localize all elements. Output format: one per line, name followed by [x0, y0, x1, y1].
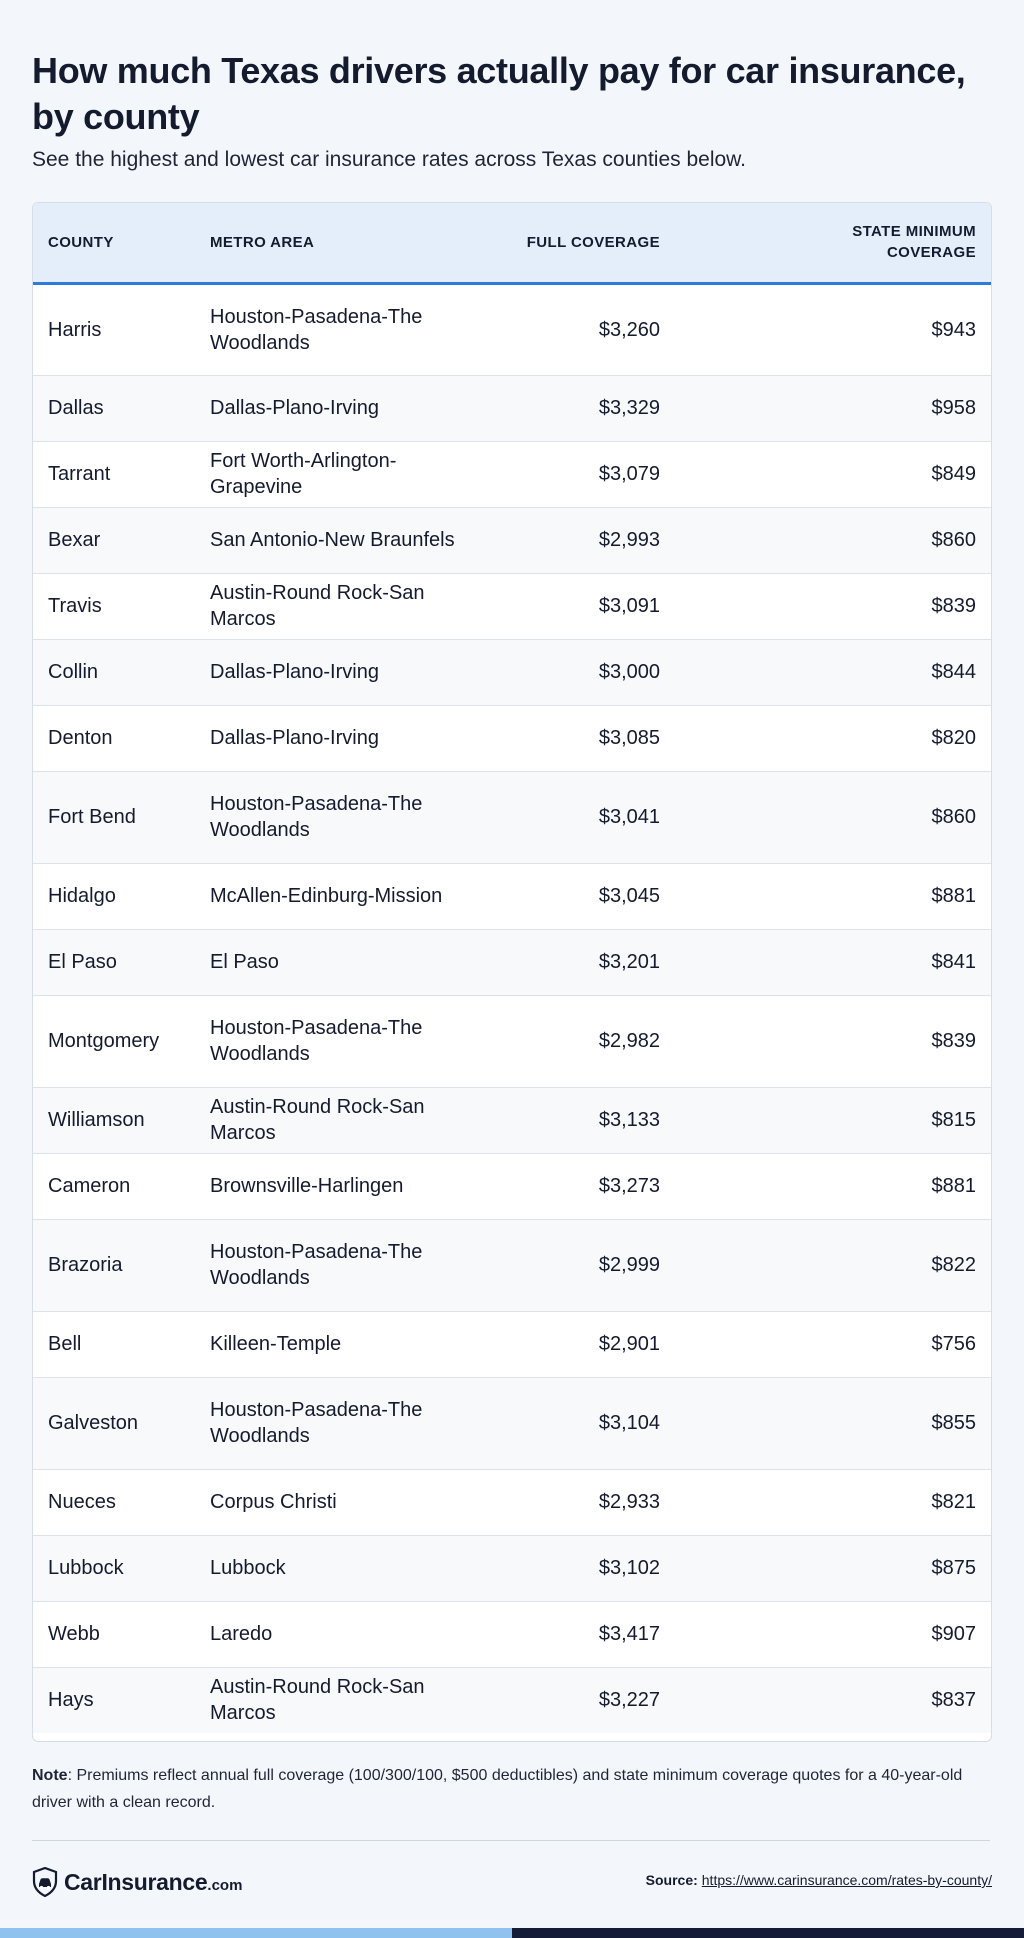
cell-state-minimum: $837 [675, 1667, 991, 1733]
cell-full-coverage: $3,273 [495, 1153, 675, 1219]
cell-county: El Paso [33, 929, 195, 995]
cell-county: Dallas [33, 375, 195, 441]
cell-county: Lubbock [33, 1535, 195, 1601]
cell-county: Brazoria [33, 1219, 195, 1311]
cell-county: Fort Bend [33, 771, 195, 863]
cell-state-minimum: $881 [675, 863, 991, 929]
cell-state-minimum: $881 [675, 1153, 991, 1219]
page-subtitle: See the highest and lowest car insurance rates across Texas counties below. [32, 148, 747, 171]
cell-metro-area: San Antonio-New Braunfels [195, 507, 495, 573]
source-citation [646, 1872, 992, 1888]
brand-logo [32, 1866, 242, 1898]
table-row [33, 995, 991, 1087]
cell-full-coverage: $3,102 [495, 1535, 675, 1601]
cell-state-minimum: $907 [675, 1601, 991, 1667]
cell-state-minimum: $844 [675, 639, 991, 705]
cell-metro-area: Dallas-Plano-Irving [195, 639, 495, 705]
table-row [33, 1377, 991, 1469]
cell-state-minimum: $849 [675, 441, 991, 507]
table-row [33, 1667, 991, 1733]
cell-metro-area: Corpus Christi [195, 1469, 495, 1535]
cell-state-minimum: $820 [675, 705, 991, 771]
cell-metro-area: Houston-Pasadena-The Woodlands [195, 1219, 495, 1311]
cell-county: Hidalgo [33, 863, 195, 929]
rates-table [33, 203, 991, 1733]
cell-metro-area: Fort Worth-Arlington-Grapevine [195, 441, 495, 507]
cell-full-coverage: $3,329 [495, 375, 675, 441]
cell-metro-area: Dallas-Plano-Irving [195, 375, 495, 441]
cell-metro-area: Austin-Round Rock-San Marcos [195, 1667, 495, 1733]
cell-full-coverage: $3,133 [495, 1087, 675, 1153]
cell-county: Cameron [33, 1153, 195, 1219]
table-row [33, 573, 991, 639]
cell-county: Tarrant [33, 441, 195, 507]
cell-county: Williamson [33, 1087, 195, 1153]
table-row [33, 441, 991, 507]
cell-full-coverage: $3,091 [495, 573, 675, 639]
cell-metro-area: Dallas-Plano-Irving [195, 705, 495, 771]
table-row [33, 863, 991, 929]
cell-full-coverage: $3,201 [495, 929, 675, 995]
cell-county: Bexar [33, 507, 195, 573]
cell-state-minimum: $822 [675, 1219, 991, 1311]
cell-metro-area: Houston-Pasadena-The Woodlands [195, 995, 495, 1087]
cell-full-coverage: $3,000 [495, 639, 675, 705]
cell-full-coverage: $3,417 [495, 1601, 675, 1667]
cell-full-coverage: $2,982 [495, 995, 675, 1087]
footnote-label: Note [32, 1767, 68, 1784]
cell-full-coverage: $2,999 [495, 1219, 675, 1311]
cell-county: Denton [33, 705, 195, 771]
shield-car-icon [32, 1867, 58, 1897]
table-row [33, 1469, 991, 1535]
cell-state-minimum: $860 [675, 507, 991, 573]
cell-metro-area: Brownsville-Harlingen [195, 1153, 495, 1219]
table-row [33, 1219, 991, 1311]
header-county: COUNTY [48, 233, 114, 251]
cell-metro-area: El Paso [195, 929, 495, 995]
header-full-coverage: FULL COVERAGE [526, 233, 660, 251]
table-header-row [33, 203, 991, 283]
cell-county: Montgomery [33, 995, 195, 1087]
source-link[interactable]: https://www.carinsurance.com/rates-by-county/ [701, 1872, 992, 1888]
cell-metro-area: Houston-Pasadena-The Woodlands [195, 283, 495, 375]
cell-state-minimum: $756 [675, 1311, 991, 1377]
cell-state-minimum: $841 [675, 929, 991, 995]
source-label: Source: [645, 1872, 698, 1888]
table-row [33, 507, 991, 573]
cell-county: Nueces [33, 1469, 195, 1535]
header-state-minimum: STATE MINIMUM COVERAGE [852, 223, 976, 262]
cell-state-minimum: $839 [675, 573, 991, 639]
table-row [33, 705, 991, 771]
footnote-text: : Premiums reflect annual full coverage (100/300/100, $500 deductibles) and state minimum coverage quotes for a 40-year-old driver with a clean record. [32, 1767, 963, 1811]
cell-full-coverage: $2,933 [495, 1469, 675, 1535]
cell-state-minimum: $839 [675, 995, 991, 1087]
cell-full-coverage: $3,085 [495, 705, 675, 771]
cell-state-minimum: $815 [675, 1087, 991, 1153]
cell-full-coverage: $3,227 [495, 1667, 675, 1733]
table-row [33, 1153, 991, 1219]
cell-county: Travis [33, 573, 195, 639]
logo-wordmark: CarInsurance [64, 1868, 208, 1895]
rates-table-card [32, 202, 992, 1742]
table-row [33, 283, 991, 375]
cell-county: Webb [33, 1601, 195, 1667]
cell-metro-area: Houston-Pasadena-The Woodlands [195, 771, 495, 863]
cell-metro-area: Laredo [195, 1601, 495, 1667]
table-row [33, 1087, 991, 1153]
cell-metro-area: Houston-Pasadena-The Woodlands [195, 1377, 495, 1469]
table-row [33, 929, 991, 995]
table-row [33, 639, 991, 705]
cell-metro-area: Killeen-Temple [195, 1311, 495, 1377]
table-body [33, 283, 991, 1733]
cell-full-coverage: $3,041 [495, 771, 675, 863]
logo-suffix: .com [207, 1876, 243, 1894]
cell-metro-area: Austin-Round Rock-San Marcos [195, 1087, 495, 1153]
cell-county: Collin [33, 639, 195, 705]
cell-full-coverage: $3,260 [495, 283, 675, 375]
cell-state-minimum: $855 [675, 1377, 991, 1469]
cell-metro-area: McAllen-Edinburg-Mission [195, 863, 495, 929]
footer-bar-light [0, 1928, 512, 1938]
cell-county: Harris [33, 283, 195, 375]
page-title: How much Texas drivers actually pay for car insurance, by county [32, 50, 966, 137]
cell-county: Hays [33, 1667, 195, 1733]
footer-divider [32, 1840, 990, 1841]
cell-state-minimum: $958 [675, 375, 991, 441]
cell-metro-area: Lubbock [195, 1535, 495, 1601]
table-row [33, 1601, 991, 1667]
table-row [33, 1311, 991, 1377]
cell-state-minimum: $875 [675, 1535, 991, 1601]
footer-bar-dark [512, 1928, 1024, 1938]
cell-state-minimum: $943 [675, 283, 991, 375]
table-row [33, 375, 991, 441]
cell-state-minimum: $860 [675, 771, 991, 863]
table-row [33, 771, 991, 863]
cell-metro-area: Austin-Round Rock-San Marcos [195, 573, 495, 639]
cell-state-minimum: $821 [675, 1469, 991, 1535]
cell-full-coverage: $3,045 [495, 863, 675, 929]
cell-county: Bell [33, 1311, 195, 1377]
header-metro-area: METRO AREA [210, 233, 315, 251]
cell-full-coverage: $2,901 [495, 1311, 675, 1377]
table-row [33, 1535, 991, 1601]
footnote [32, 1762, 992, 1816]
cell-full-coverage: $3,104 [495, 1377, 675, 1469]
cell-full-coverage: $2,993 [495, 507, 675, 573]
cell-full-coverage: $3,079 [495, 441, 675, 507]
cell-county: Galveston [33, 1377, 195, 1469]
